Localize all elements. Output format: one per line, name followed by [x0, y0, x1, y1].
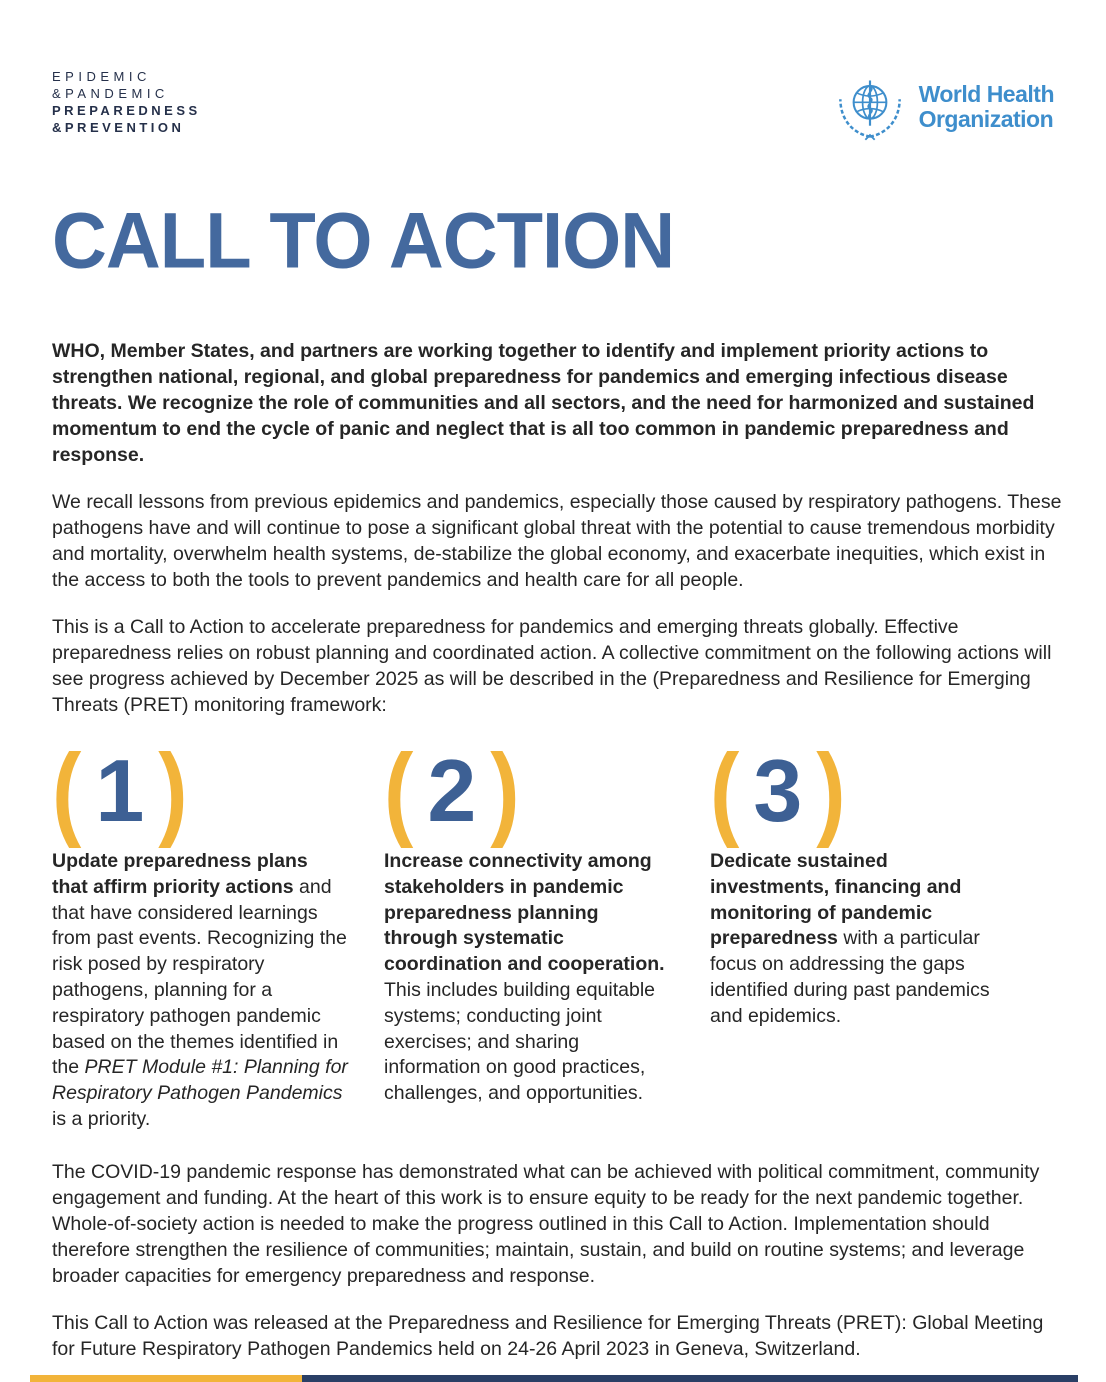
action-text-1: Update preparedness plans that affirm priority actions and that have considered learnings from past events. Recognizing the risk posed by respiratory pathogens, planning for a respiratory pathogen pandemic based on the themes identified in the PRET Module #1: Planning for Respiratory Pathogen Pandemics is a priority.	[52, 850, 348, 1130]
closing-paragraph-1: The COVID-19 pandemic response has demonstrated what can be achieved with political commitment, community engagement and funding. At the heart of this work is to ensure equity to be ready for the next pandemic together. Whole-of-society action is needed to make the progress outlined in this Call to Action. Implementation should therefore strengthen the resilience of communities; maintain, sustain, and build on routine systems; and leverage broader capacities for emergency preparedness and response.	[52, 1160, 1040, 1287]
page-title: CALL TO ACTION	[52, 196, 675, 286]
footer-bar-yellow-segment	[30, 1375, 302, 1382]
paren-close: )	[490, 732, 520, 849]
footer-bar	[30, 1375, 1106, 1382]
intro-paragraph-2: We recall lessons from previous epidemics and pandemics, especially those caused by respiratory pathogens. These pathogens have and will continue to pose a significant global threat with the potential to cause tremendous morbidity and mortality, overwhelm health systems, de-stabilize the global economy, and exacerbate inequities, which exist in the access to both the tools to prevent pandemics and health care for all people.	[52, 491, 1062, 591]
eppp-logo	[52, 68, 201, 136]
page-header	[52, 68, 1062, 146]
closing-section	[52, 1159, 1066, 1362]
intro-paragraph-1: WHO, Member States, and partners are working together to identify and implement priority actions to strengthen national, regional, and global preparedness for pandemics and emerging infectious disease threats. We recognize the role of communities and all sectors, and the need for harmonized and sustained momentum to end the cycle of panic and neglect that is all too common in pandemic preparedness and response.	[52, 340, 1035, 466]
intro-section	[52, 338, 1066, 718]
action-number-2	[384, 732, 674, 849]
paren-open: (	[710, 732, 740, 849]
action-digit: 3	[753, 741, 803, 840]
action-text-2: Increase connectivity among stakeholders in pandemic preparedness planning through systematic coordination and cooperation. This includes building equitable systems; conducting joint exercises; and sharing information on good practices, challenges, and opportunities.	[384, 850, 665, 1105]
closing-paragraph-2: This Call to Action was released at the Preparedness and Resilience for Emerging Threats (PRET): Global Meeting for Future Respiratory Pathogen Pandemics held on 24-26 April 2023 in Geneva, Switzerland.	[52, 1311, 1044, 1360]
action-number-1	[52, 732, 348, 849]
action-number-3	[710, 732, 1010, 849]
paren-close: )	[158, 732, 188, 849]
paren-close: )	[816, 732, 846, 849]
actions-section	[52, 732, 1066, 1133]
action-item-2	[384, 732, 674, 1133]
intro-paragraph-3: This is a Call to Action to accelerate preparedness for pandemics and emerging threats globally. Effective preparedness relies on robust planning and coordinated action. A collective commitment on the following actions will see progress achieved by December 2025 as will be described in the (Preparedness and Resilience for Emerging Threats (PRET) monitoring framework:	[52, 616, 1052, 716]
eppp-logo-line: EPIDEMIC	[52, 69, 151, 84]
who-logo-text	[919, 82, 1054, 132]
eppp-logo-line: &PREVENTION	[52, 120, 185, 135]
action-digit: 2	[427, 741, 477, 840]
who-logo	[831, 68, 1054, 146]
eppp-logo-line: PREPAREDNESS	[52, 103, 201, 118]
footer-bar-navy-segment	[302, 1375, 1078, 1382]
who-emblem-icon	[831, 68, 909, 146]
paren-open: (	[52, 732, 82, 849]
who-logo-line: Organization	[918, 106, 1054, 132]
paren-open: (	[384, 732, 414, 849]
action-text-3: Dedicate sustained investments, financing and monitoring of pandemic preparedness with a particular focus on addressing the gaps identified during past pandemics and epidemics.	[710, 850, 990, 1027]
action-digit: 1	[95, 741, 145, 840]
action-item-1	[52, 732, 348, 1133]
who-logo-line: World Health	[918, 81, 1054, 107]
eppp-logo-line: &PANDEMIC	[52, 86, 169, 101]
action-item-3	[710, 732, 1010, 1133]
